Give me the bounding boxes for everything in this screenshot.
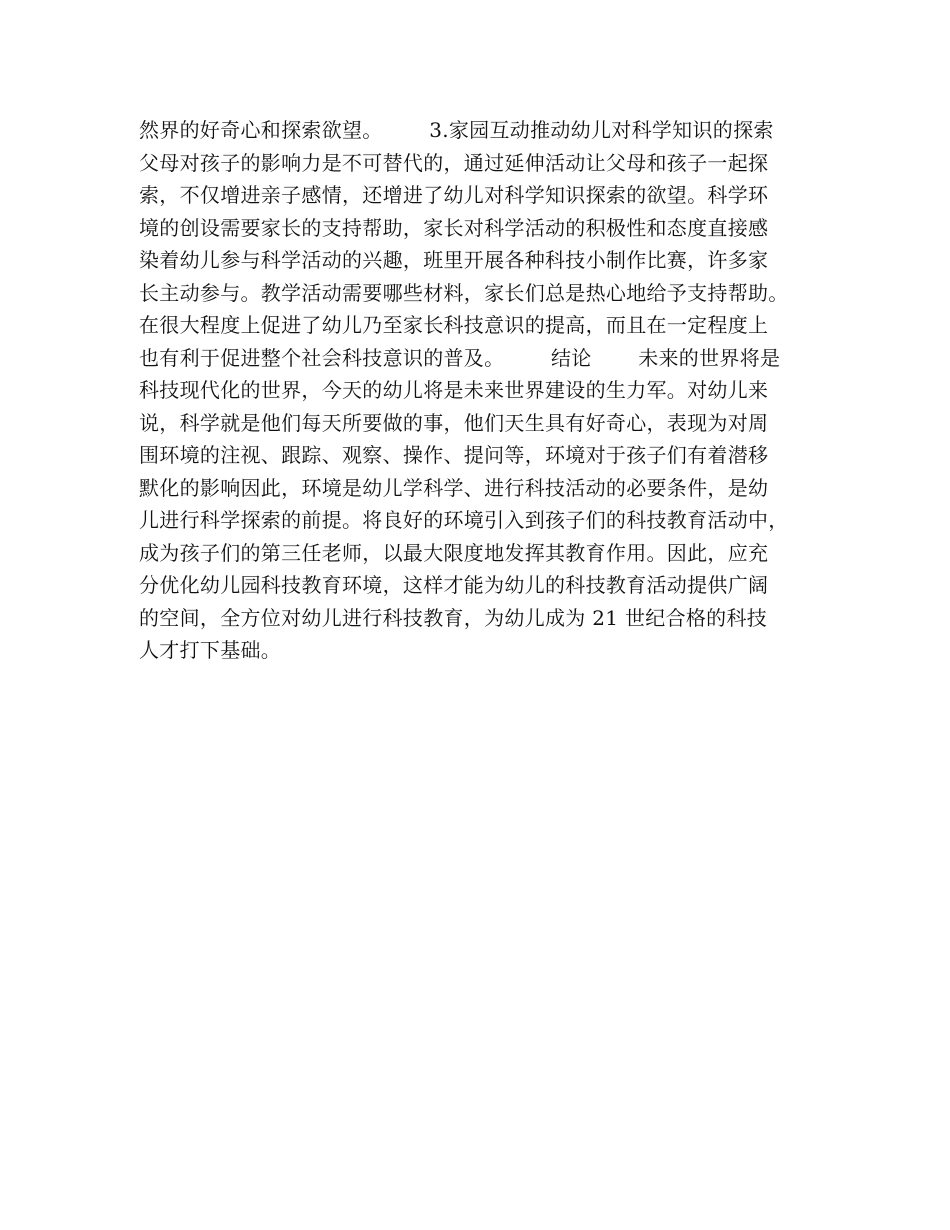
text-line: 围环境的注视、跟踪、观察、操作、提问等，环境对于孩子们有着潜移	[139, 443, 769, 467]
text-line: 科技现代化的世界，今天的幼儿将是未来世界建设的生力军。对幼儿来	[139, 378, 769, 402]
text-line: 然界的好奇心和探索欲望。 3.家园互动推动幼儿对科学知识的探索	[139, 118, 774, 142]
text-line: 在很大程度上促进了幼儿乃至家长科技意识的提高，而且在一定程度上	[139, 313, 769, 337]
text-line: 索，不仅增进亲子感情，还增进了幼儿对科学知识探索的欲望。科学环	[139, 183, 769, 207]
text-line: 染着幼儿参与科学活动的兴趣，班里开展各种科技小制作比赛，许多家	[139, 248, 769, 272]
body-text	[139, 114, 839, 667]
text-line: 分优化幼儿园科技教育环境，这样才能为幼儿的科技教育活动提供广阔	[139, 573, 769, 597]
text-line: 也有利于促进整个社会科技意识的普及。 结论 未来的世界将是	[139, 345, 781, 370]
text-line: 默化的影响因此，环境是幼儿学科学、进行科技活动的必要条件，是幼	[139, 475, 769, 500]
text-line: 人才打下基础。	[139, 638, 282, 662]
text-line: 父母对孩子的影响力是不可替代的，通过延伸活动让父母和孩子一起探	[139, 150, 769, 175]
text-line: 儿进行科学探索的前提。将良好的环境引入到孩子们的科技教育活动中，	[139, 508, 789, 532]
text-line: 境的创设需要家长的支持帮助，家长对科学活动的积极性和态度直接感	[139, 215, 769, 240]
text-line: 说，科学就是他们每天所要做的事，他们天生具有好奇心，表现为对周	[139, 410, 769, 435]
text-line: 长主动参与。教学活动需要哪些材料，家长们总是热心地给予支持帮助。	[139, 280, 789, 305]
text-line: 的空间，全方位对幼儿进行科技教育，为幼儿成为 21 世纪合格的科技	[139, 605, 768, 630]
text-line: 成为孩子们的第三任老师，以最大限度地发挥其教育作用。因此，应充	[139, 540, 769, 565]
